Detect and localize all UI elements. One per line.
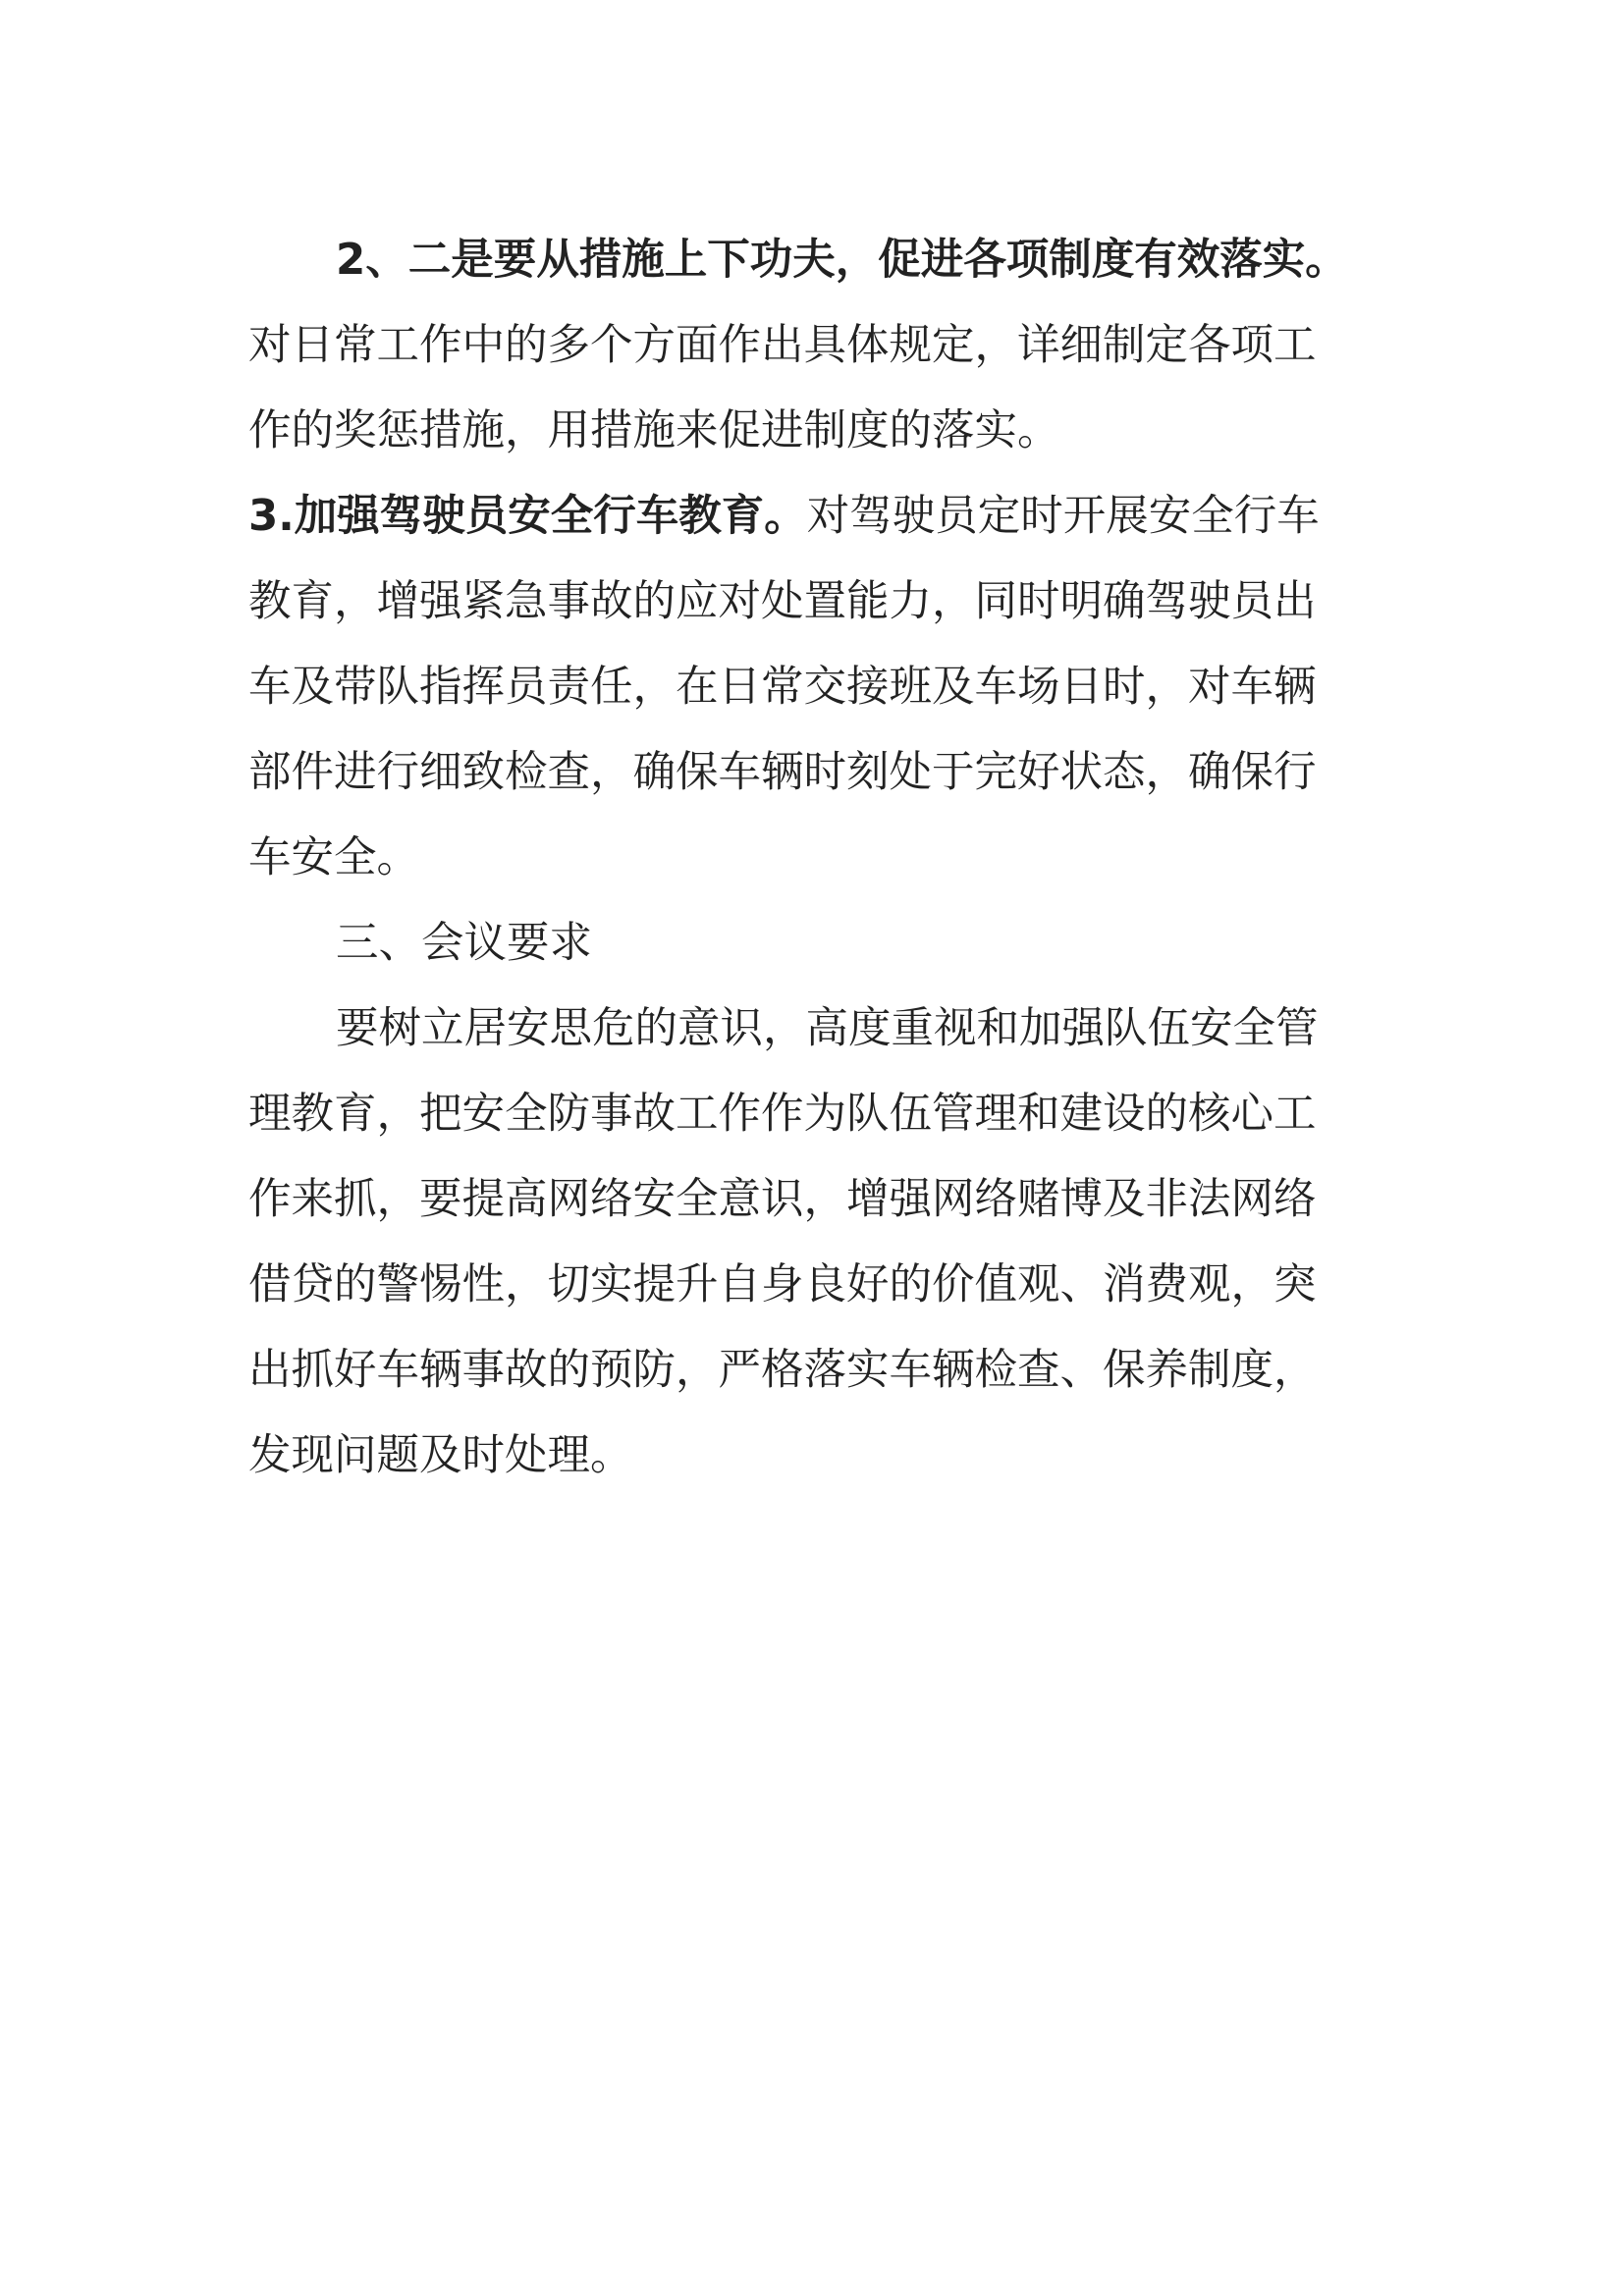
requirements-line: 作来抓，要提高网络安全意识，增强网络赌博及非法网络 <box>248 1175 1317 1224</box>
paragraph-2-line: 作的奖惩措施，用措施来促进制度的落实。 <box>248 406 1060 455</box>
paragraph-3-first-line <box>248 474 1387 560</box>
section-heading: 三、会议要求 <box>336 919 592 968</box>
requirements-line: 发现问题及时处理。 <box>248 1431 633 1480</box>
paragraph-3-line: 车安全。 <box>248 833 419 882</box>
paragraph-2-line: 对日常工作中的多个方面作出具体规定，详细制定各项工 <box>248 321 1317 370</box>
paragraph-3-heading: 3.加强驾驶员安全行车教育。 <box>248 492 807 541</box>
requirements-first-line: 要树立居安思危的意识，高度重视和加强队伍安全管 <box>336 1004 1319 1053</box>
requirements-line: 出抓好车辆事故的预防，严格落实车辆检查、保养制度， <box>248 1346 1317 1395</box>
document-body <box>248 218 1387 1499</box>
paragraph-3-line: 教育，增强紧急事故的应对处置能力，同时明确驾驶员出 <box>248 577 1317 626</box>
requirements-line: 借贷的警惕性，切实提升自身良好的价值观、消费观，突 <box>248 1260 1317 1309</box>
paragraph-3-line: 部件进行细致检查，确保车辆时刻处于完好状态，确保行 <box>248 748 1317 797</box>
paragraph-2-heading-line: 2、二是要从措施上下功夫，促进各项制度有效落实。 <box>336 236 1348 285</box>
requirements-line: 理教育，把安全防事故工作作为队伍管理和建设的核心工 <box>248 1090 1317 1139</box>
paragraph-3-first-line-text: 对驾驶员定时开展安全行车 <box>806 492 1320 541</box>
paragraph-3-line: 车及带队指挥员责任，在日常交接班及车场日时，对车辆 <box>248 663 1317 712</box>
